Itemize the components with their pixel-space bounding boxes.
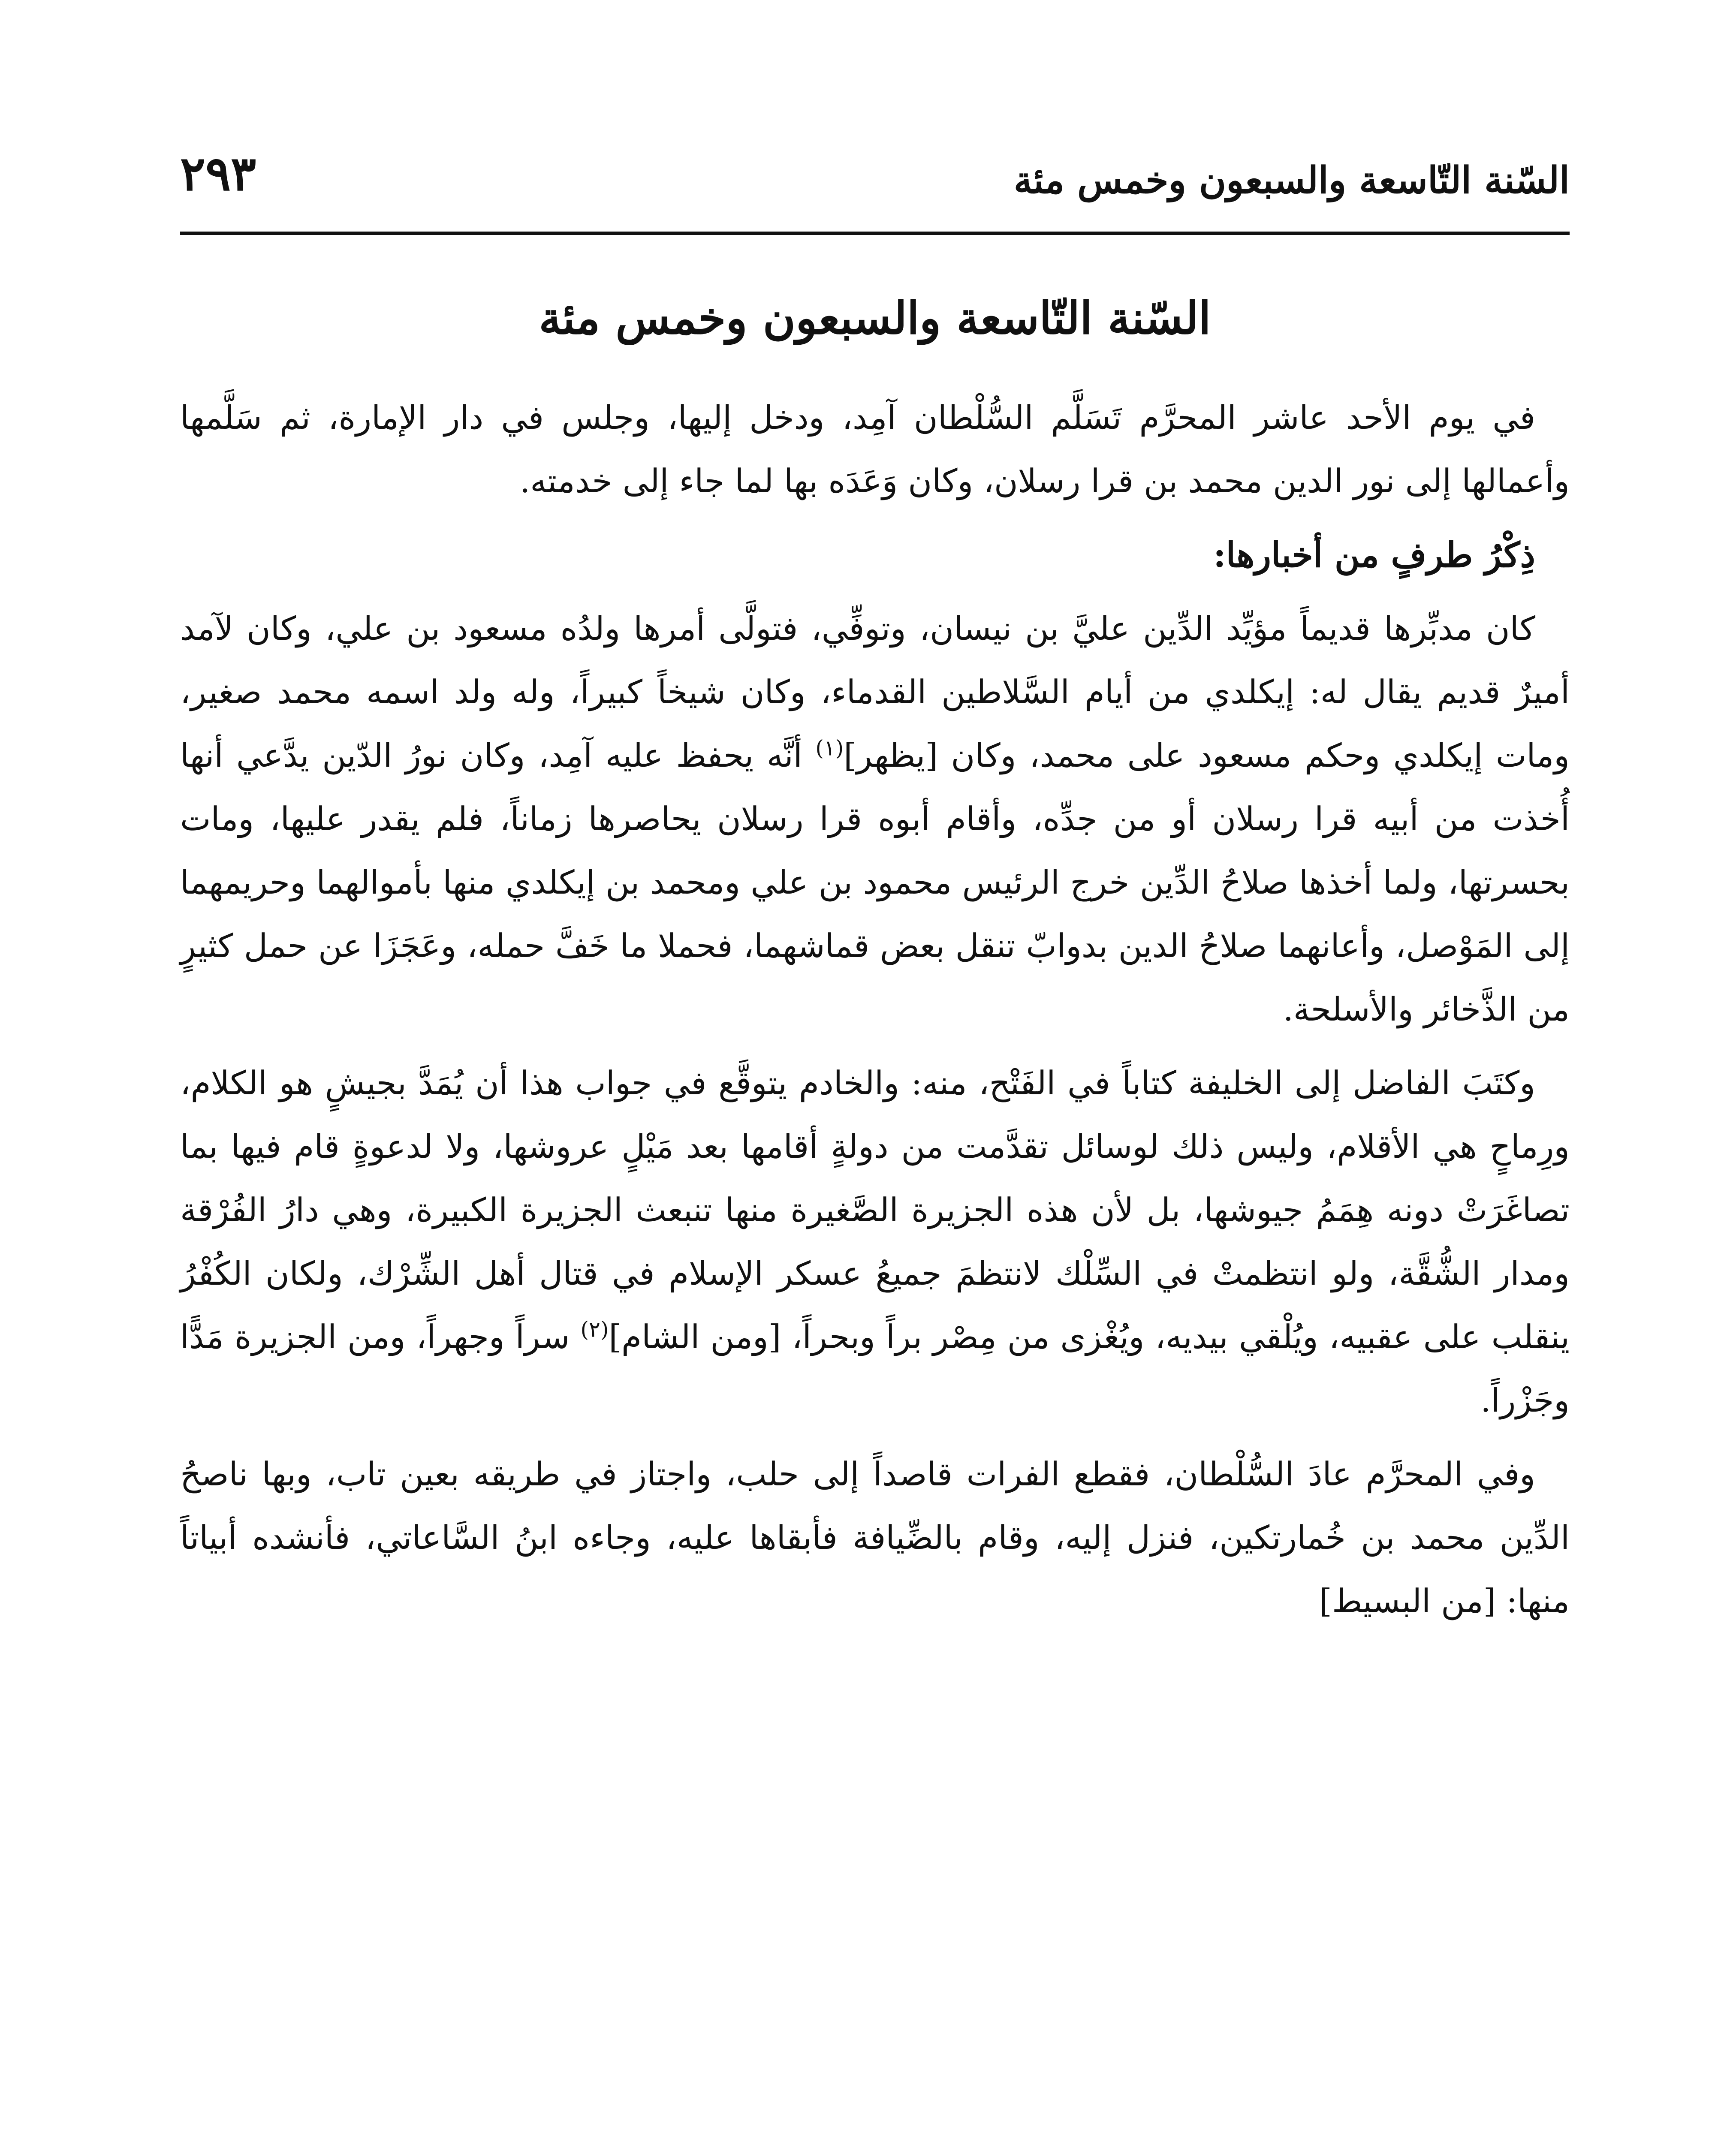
- paragraph-4: وفي المحرَّم عادَ السُّلْطان، فقطع الفرات قاصداً إلى حلب، واجتاز في طريقه بعين تاب، وبها ناصحُ الدِّين محمد بن خُمارتكين، فنزل إليه، وقام بالضِّيافة فأبقاها عليه، وجاءه ابنُ السَّاعاتي، فأنشده أبياتاً منها: [من البسيط]: [180, 1455, 1570, 1620]
- paragraph-3-text-a: وكتَبَ الفاضل إلى الخليفة كتاباً في الفَتْح، منه: والخادم يتوقَّع في جواب هذا أن يُمَدَّ بجيشٍ هو الكلام، ورِماحٍ هي الأقلام، وليس ذلك لوسائل تقدَّمت من دولةٍ أقامها بعد مَيْلٍ عروشها، ولا لدعوةٍ قام فيها بما تصاغَرَتْ دونه هِمَمُ جيوشها، بل لأن هذه الجزيرة الصَّغيرة منها تنبعث الجزيرة الكبيرة، وهي دارُ الفُرْقة ومدار الشُّقَّة، ولو انتظمتْ في السِّلْك لانتظمَ جميعُ عسكر الإسلام في قتال أهل الشِّرْك، ولكان الكُفْرُ ينقلب على عقبيه، ويُلْقي بيديه، ويُغْزى من مِصْر براً وبحراً، [ومن الشام]: [180, 1064, 1570, 1356]
- footnote-marker-2: (٢): [580, 1317, 609, 1342]
- paragraph-3: [180, 1051, 1570, 1432]
- footnote-marker-1: (١): [815, 735, 844, 761]
- paragraph-1: في يوم الأحد عاشر المحرَّم تَسَلَّم السُّلْطان آمِد، ودخل إليها، وجلس في دار الإمارة، ثم سَلَّمها وأعمالها إلى نور الدين محمد بن قرا رسلان، وكان وَعَدَه بها لما جاء إلى خدمته.: [180, 398, 1570, 500]
- paragraph-2-text-a: كان مدبِّرها قديماً مؤيِّد الدِّين عليَّ بن نيسان، وتوفِّي، فتولَّى أمرها ولدُه مسعود بن علي، وكان لآمد أميرٌ قديم يقال له: إيكلدي من أيام السَّلاطين القدماء، وكان شيخاً كبيراً، وله ولد اسمه محمد صغير، ومات إيكلدي وحكم مسعود على محمد، وكان [يظهر]: [180, 609, 1570, 774]
- chapter-title: السّنة التّاسعة والسبعون وخمس مئة: [539, 292, 1211, 344]
- page-number: ٢٩٣: [180, 146, 256, 201]
- main-text: [180, 386, 1570, 1643]
- running-header: [180, 142, 1570, 227]
- section-heading: ذِكْرُ طرفٍ من أخبارها:: [1213, 535, 1535, 575]
- running-title: السّنة التّاسعة والسبعون وخمس مئة: [1013, 159, 1570, 202]
- paragraph-2: [180, 597, 1570, 1041]
- paragraph-2-text-b: أنَّه يحفظ عليه آمِد، وكان نورُ الدّين يدَّعي أنها أُخذت من أبيه قرا رسلان أو من جدِّه، وأقام أبوه قرا رسلان يحاصرها زماناً، فلم يقدر عليها، ومات بحسرتها، ولما أخذها صلاحُ الدِّين خرج الرئيس محمود بن علي ومحمد بن إيكلدي منها بأموالهما وحريمهما إلى المَوْصل، وأعانهما صلاحُ الدين بدوابّ تنقل بعض قماشهما، فحملا ما خَفَّ حمله، وعَجَزَا عن حمل كثيرٍ من الذَّخائر والأسلحة.: [180, 736, 1570, 1028]
- paragraph-3-text-b: سراً وجهراً، ومن الجزيرة مَدًّا وجَزْراً.: [180, 1318, 1570, 1419]
- header-rule: [180, 232, 1570, 235]
